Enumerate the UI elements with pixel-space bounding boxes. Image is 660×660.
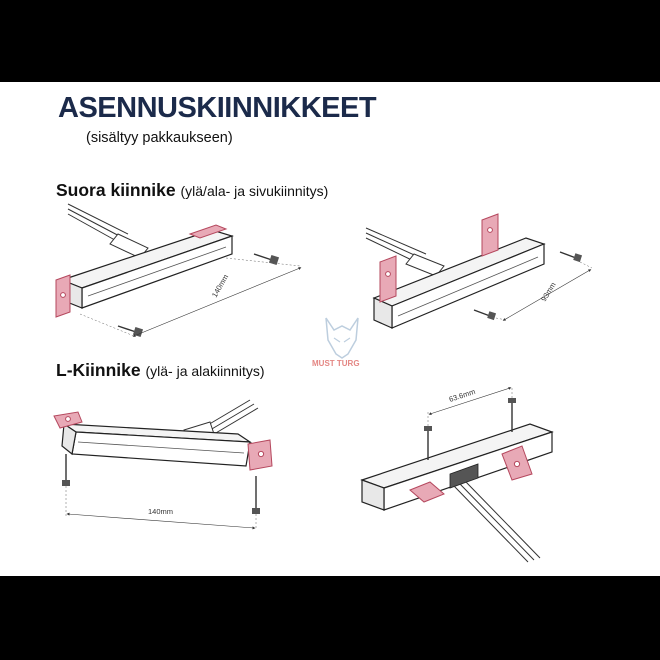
cable-1 [68,204,148,258]
light-bar-1 [62,230,232,308]
screw-4a [424,426,432,460]
cable-2 [366,228,444,276]
screw-1b [118,326,143,337]
screw-3a [62,454,70,486]
l-bracket-hole-4 [514,461,519,466]
mounting-drawings [0,82,660,576]
dim-label-l-front: 140mm [148,507,174,516]
l-bracket-hole-3a [66,417,71,422]
watermark-text: MUST TURG [312,359,360,368]
dim-line-l-front [68,514,254,528]
cable-4 [454,482,540,562]
screw-3b [252,476,260,514]
page-subtitle: (sisältyy pakkaukseen) [86,130,233,146]
section-l-title: L-Kiinnike [56,360,141,380]
bracket-hole-2b [488,228,493,233]
screw-4b [508,398,516,432]
light-bar-2 [374,238,544,328]
dim-label-straight-side: 93mm [539,280,558,304]
light-bar-3 [62,424,250,466]
l-bracket-front-figure [54,400,272,530]
l-bracket-hole-3b [258,451,263,456]
watermark-logo [312,318,360,368]
bracket-hole-1 [61,293,66,298]
straight-bracket-side-figure [366,214,592,328]
bracket-hole-2a [386,272,391,277]
screw-2b [474,310,496,320]
page-title: ASENNUSKIINNIKKEET [58,92,377,124]
wolf-head-icon [326,318,358,358]
dim-label-straight-front: 140mm [209,272,231,299]
diagram-sheet [0,82,660,576]
l-bracket-back-figure [362,386,552,562]
screw-2a [560,252,582,262]
section-l-note: (ylä- ja alakiinnitys) [145,363,265,379]
dim-label-l-back: 63.6mm [447,386,477,404]
section-straight-title: Suora kiinnike [56,180,176,200]
bracket-left-2 [380,256,396,302]
section-straight-note: (ylä/ala- ja sivukiinnitys) [180,183,329,199]
bracket-right-2 [482,214,498,256]
straight-bracket-front-figure [56,204,300,337]
